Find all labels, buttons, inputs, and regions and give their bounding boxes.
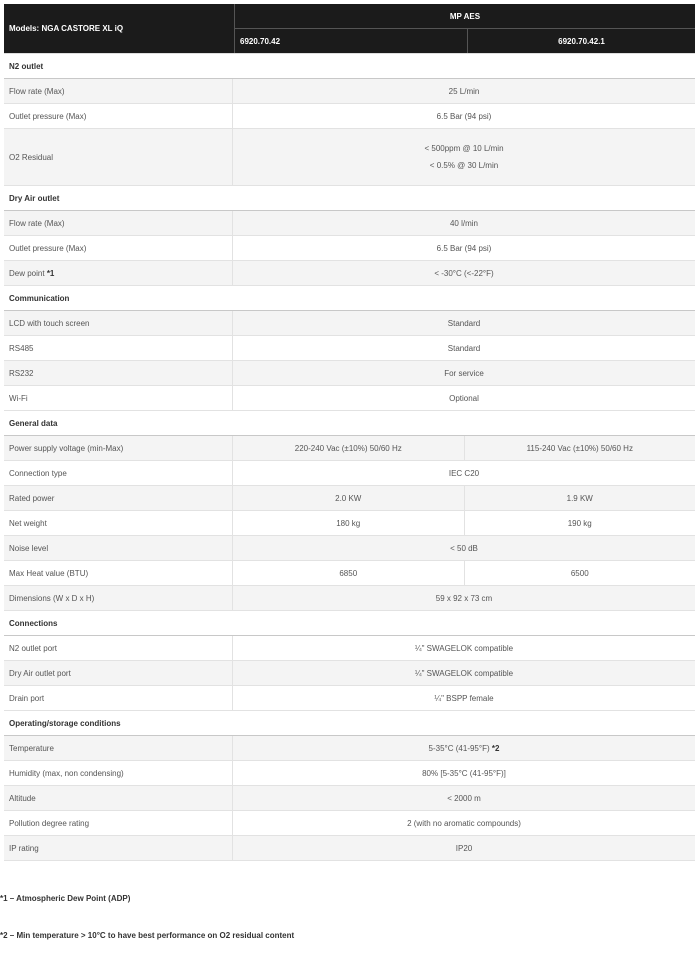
row-label: LCD with touch screen <box>4 311 233 335</box>
row-label: Dry Air outlet port <box>4 661 233 685</box>
row-value: ¼" BSPP female <box>434 693 494 703</box>
row-label: Dimensions (W x D x H) <box>4 586 233 610</box>
table-row <box>4 129 695 186</box>
row-value <box>233 736 695 760</box>
footnote-1: *1 – Atmospheric Dew Point (ADP) <box>0 893 131 903</box>
row-value: ¼" SWAGELOK compatible <box>414 643 514 653</box>
row-value: < -30°C (<-22°F) <box>434 268 494 278</box>
label-text: Dew point <box>9 268 45 278</box>
table-row <box>4 786 695 811</box>
table-row <box>4 761 695 786</box>
value-line-2: < 0.5% @ 30 L/min <box>429 161 499 170</box>
row-label: Noise level <box>4 536 233 560</box>
table-row <box>4 636 695 661</box>
row-label: Outlet pressure (Max) <box>4 104 233 128</box>
table-row <box>4 461 695 486</box>
row-value: 6.5 Bar (94 psi) <box>436 111 492 121</box>
section-dry-air-outlet: Dry Air outlet <box>4 186 695 211</box>
row-label: Humidity (max, non condensing) <box>4 761 233 785</box>
row-value-2: 190 kg <box>567 518 592 528</box>
row-label: Altitude <box>4 786 233 810</box>
row-label: Flow rate (Max) <box>4 79 233 103</box>
row-label: Net weight <box>4 511 233 535</box>
table-row <box>4 661 695 686</box>
model-code-2: 6920.70.42.1 <box>558 36 605 46</box>
row-value: 2 (with no aromatic compounds) <box>407 818 521 828</box>
row-value: Standard <box>447 343 481 353</box>
table-row <box>4 586 695 611</box>
series-label: MP AES <box>235 4 695 29</box>
row-label: IP rating <box>4 836 233 860</box>
row-value-1: 2.0 KW <box>233 486 465 510</box>
models-label: Models: NGA CASTORE XL iQ <box>4 4 235 53</box>
table-row <box>4 836 695 861</box>
section-general-data: General data <box>4 411 695 436</box>
table-row <box>4 336 695 361</box>
row-value: < 2000 m <box>447 793 481 803</box>
row-value-1: 220-240 Vac (±10%) 50/60 Hz <box>233 436 465 460</box>
row-value: < 50 dB <box>450 543 478 553</box>
row-label: Wi-Fi <box>4 386 233 410</box>
header-right <box>235 4 695 53</box>
row-value: 80% [5-35°C (41-95°F)] <box>422 768 506 778</box>
table-row <box>4 311 695 336</box>
row-label: Power supply voltage (min-Max) <box>4 436 233 460</box>
spec-table <box>4 4 695 861</box>
row-label: Rated power <box>4 486 233 510</box>
row-label: Outlet pressure (Max) <box>4 236 233 260</box>
table-row <box>4 261 695 286</box>
table-row <box>4 361 695 386</box>
section-connections: Connections <box>4 611 695 636</box>
table-row <box>4 536 695 561</box>
table-row <box>4 236 695 261</box>
table-row <box>4 736 695 761</box>
row-value: Standard <box>447 318 481 328</box>
table-row <box>4 386 695 411</box>
table-header <box>4 4 695 54</box>
table-row <box>4 79 695 104</box>
table-row <box>4 511 695 536</box>
row-label: N2 outlet port <box>4 636 233 660</box>
row-label: Temperature <box>4 736 233 760</box>
row-label: Flow rate (Max) <box>4 211 233 235</box>
section-communication: Communication <box>4 286 695 311</box>
value-line-1: < 500ppm @ 10 L/min <box>424 144 504 153</box>
row-value: 40 l/min <box>449 218 478 228</box>
table-row <box>4 486 695 511</box>
table-row <box>4 561 695 586</box>
footnote-marker: *2 <box>491 743 500 753</box>
value-text: 5-35°C (41-95°F) <box>428 743 490 753</box>
row-value-2: 115-240 Vac (±10%) 50/60 Hz <box>526 443 633 453</box>
section-operating-conditions: Operating/storage conditions <box>4 711 695 736</box>
row-value: IP20 <box>455 843 473 853</box>
row-value: IEC C20 <box>448 468 480 478</box>
table-row <box>4 811 695 836</box>
row-value <box>233 129 695 185</box>
model-codes <box>235 29 695 53</box>
footnotes <box>0 890 700 943</box>
row-label: O2 Residual <box>4 129 233 185</box>
row-label: Pollution degree rating <box>4 811 233 835</box>
row-value: ¼" SWAGELOK compatible <box>414 668 514 678</box>
row-label: RS485 <box>4 336 233 360</box>
footnote-2: *2 – Min temperature > 10°C to have best performance on O2 residual content <box>0 930 295 940</box>
footnote-marker: *1 <box>46 268 55 278</box>
row-value: 6.5 Bar (94 psi) <box>436 243 492 253</box>
table-row <box>4 104 695 129</box>
section-n2-outlet: N2 outlet <box>4 54 695 79</box>
table-row <box>4 686 695 711</box>
row-label: RS232 <box>4 361 233 385</box>
row-value: For service <box>444 368 484 378</box>
row-label: Connection type <box>4 461 233 485</box>
row-label: Max Heat value (BTU) <box>4 561 233 585</box>
model-code-1: 6920.70.42 <box>235 29 468 53</box>
row-value: Optional <box>449 393 479 403</box>
row-value-1: 6850 <box>233 561 465 585</box>
row-value-2: 1.9 KW <box>566 493 593 503</box>
row-value-2: 6500 <box>570 568 589 578</box>
row-label <box>4 261 233 285</box>
row-label: Drain port <box>4 686 233 710</box>
row-value-1: 180 kg <box>233 511 465 535</box>
row-value: 25 L/min <box>448 86 480 96</box>
table-row <box>4 436 695 461</box>
row-value: 59 x 92 x 73 cm <box>435 593 493 603</box>
table-row <box>4 211 695 236</box>
